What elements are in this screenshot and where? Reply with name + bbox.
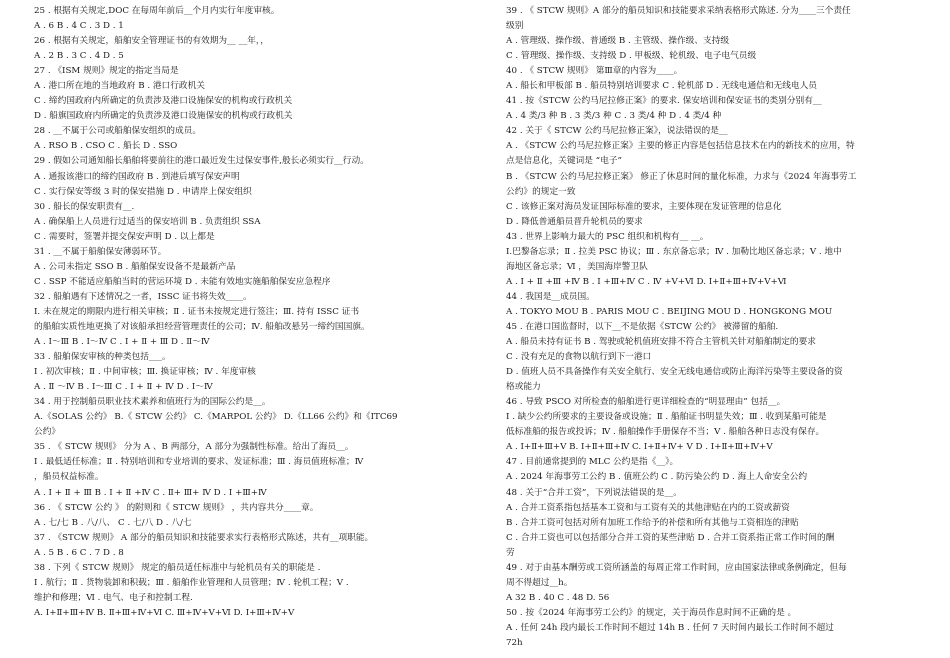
- text-line: 39 . 《 STCW 规则》A 部分的船员知识和技能要求采纳表格形式陈述. 分为____三个责任: [506, 6, 851, 16]
- text-line: C . 合并工资也可以包括部分合并工资的某些津贴 D . 合并工资系指正常工作时间的酬: [506, 532, 835, 543]
- text-line: 29 . 假如公司通知船长船舶将要前往的港口最近发生过保安事件,般长必须实行__行动。: [34, 156, 369, 167]
- text-line: C . 实行保安等级 3 时的保安措施 D . 申请岸上保安组织: [34, 186, 252, 197]
- text-line: A . 船长和甲板部 B . 船员特别培训要求 C . 轮机部 D . 无线电通信和无线电人员: [506, 81, 817, 92]
- text-line: 30 . 船长的保安职责有__.: [34, 201, 135, 212]
- text-line: Ⅰ. 未在规定的期限内进行相关审核；Ⅱ . 证书未按规定进行签注；Ⅲ. 持有 ISSC 证书: [34, 306, 360, 317]
- text-line: 49 . 对于由基本酬劳或工资所涵盖的每周正常工作时间，应由国家法律或条例确定，但每: [506, 562, 847, 573]
- text-line: A . 《STCW 公约马尼拉修正案》主要的修正内容是包括信息技术在内的新技术的应用，特: [506, 141, 855, 152]
- text-line: 低标准船的报告或投诉；Ⅳ . 船舶操作手册保存不当；Ⅴ . 船舶各种日志没有保存。: [506, 427, 825, 438]
- text-line: A . 管理级、操作级、普通级 B . 主管级、操作级、支持级: [506, 36, 730, 47]
- text-line: 31 . __不属于船舶保安薄弱环节。: [34, 246, 167, 257]
- text-line: 32 . 船舶遇有下述情况之一者，ISSC 证书将失效____。: [34, 291, 252, 302]
- text-line: 公约》: [34, 427, 61, 438]
- text-line: 38 . 下列《 STCW 规则》 规定的船员适任标准中与轮机员有关的职能是 .: [34, 562, 321, 573]
- text-line: 50 . 按《2024 年海事劳工公约》的规定，关于海员作息时间不正确的是 。: [506, 607, 797, 618]
- text-line: 42 . 关于《 STCW 公约马尼拉修正案》，说法错误的是__: [506, 126, 728, 137]
- text-line: 28 . __不属于公司或船舶保安组织的成员。: [34, 126, 202, 137]
- text-line: 72h: [506, 637, 523, 648]
- text-line: A . 公司未指定 SSO B . 船舶保安设备不是最新产品: [34, 261, 236, 272]
- text-line: 33 . 船舶保安审核的种类包括___。: [34, 352, 171, 363]
- text-line: 周不得超过__h。: [506, 577, 573, 588]
- text-line: 40 . 《 STCW 规则》 第Ⅲ章的内容为____。: [506, 66, 683, 77]
- text-line: C . SSP 不能适应船舶当时的营运环境 D . 未能有效地实施船舶保安应急程序: [34, 276, 331, 287]
- text-line: B . 合并工资可包括对所有加班工作给予的补偿和所有其他与工资相连的津贴: [506, 517, 799, 528]
- text-line: A.《SOLAS 公约》 B.《 STCW 公约》 C.《MARPOL 公约》 D.《LL66 公约》和《ITC69: [34, 412, 398, 423]
- text-line: A . 船员未持有证书 B . 驾驶或轮机值班安排不符合主管机关针对船舶制定的要求: [506, 337, 816, 348]
- text-line: 36 . 《 STCW 公约 》 的附则和《 STCW 规则》 ，共内容共分____章。: [34, 502, 319, 513]
- text-line: 维护和修理；Ⅵ . 电气、电子和控制工程.: [34, 592, 193, 603]
- text-line: 48 . 关于“合并工资”，下列说法错误的是__。: [506, 487, 682, 498]
- text-line: 44 . 我国是__成员国。: [506, 291, 595, 302]
- text-line: A . RSO B . CSO C . 船长 D . SSO: [34, 141, 178, 152]
- text-line: D . 值班人员不具备操作有关安全航行、安全无线电通信或防止海洋污染等主要设备的资: [506, 367, 843, 378]
- text-line: A. Ⅰ+Ⅱ+Ⅲ+Ⅳ B. Ⅱ+Ⅲ+Ⅳ+Ⅵ C. Ⅲ+Ⅳ+Ⅴ+Ⅵ D. Ⅰ+Ⅲ+Ⅳ+Ⅴ: [34, 607, 295, 618]
- right-column: [506, 4, 918, 651]
- text-line: Ⅰ . 最低适任标准；Ⅱ . 特别培训和专业培训的要求、发证标准；Ⅲ . 海员值班标准；Ⅳ: [34, 457, 364, 468]
- text-line: C . 没有充足的食物以航行到下一港口: [506, 352, 652, 363]
- text-line: A . 2 B . 3 C . 4 D . 5: [34, 51, 124, 62]
- text-line: 的船舶实质性地更换了对该船承担经营管理责任的公司；Ⅳ. 船舶改悬另一缔约国国旗。: [34, 321, 370, 332]
- left-column: [34, 4, 454, 621]
- text-line: A . Ⅰ + Ⅱ +Ⅲ +Ⅳ B . Ⅰ +Ⅲ+Ⅳ C . Ⅳ +Ⅴ+Ⅵ D. Ⅰ+Ⅱ+Ⅲ+Ⅳ+Ⅴ+Ⅵ: [506, 276, 787, 287]
- text-line: A . 七/七 B . 八/八、 C . 七/八 D . 八/七: [34, 517, 192, 528]
- text-line: Ⅰ.巴黎备忘录；Ⅱ . 拉美 PSC 协议；Ⅲ . 东京备忘录；Ⅳ . 加勒比地区备忘录；Ⅴ . 地中: [506, 246, 842, 257]
- text-line: B . 《STCW 公约马尼拉修正案》 修正了休息时间的量化标准，力求与《2024 年海事劳工: [506, 171, 857, 182]
- text-line: 43 . 世界上影响力最大的 PSC 组织和机构有__ __。: [506, 231, 709, 242]
- text-line: 34 . 用于控制船员职业技术素养和值班行为的国际公约是__。: [34, 397, 271, 408]
- text-line: A . 6 B . 4 C . 3 D . 1: [34, 21, 124, 32]
- text-line: Ⅰ . 初次审核；Ⅱ . 中间审核；Ⅲ. 换证审核；Ⅳ . 年度审核: [34, 367, 256, 378]
- text-line: C . 管理级、操作级、支持级 D . 甲板级、轮机级、电子电气员级: [506, 51, 757, 62]
- text-line: A . 确保船上人员进行过适当的保安培训 B . 负责组织 SSA: [34, 216, 261, 227]
- text-line: A . Ⅱ ～Ⅳ B . Ⅰ～Ⅲ C . Ⅰ + Ⅱ + Ⅳ D . Ⅰ～Ⅳ: [34, 382, 213, 393]
- text-line: A . Ⅰ～Ⅲ B . Ⅰ～Ⅳ C . Ⅰ + Ⅱ + Ⅲ D . Ⅱ～Ⅳ: [34, 337, 210, 348]
- text-line: A . 港口所在地的当地政府 B . 港口行政机关: [34, 81, 205, 92]
- text-line: 47 . 目前通常提到的 MLC 公约是指《__》。: [506, 457, 679, 468]
- text-line: 35 . 《 STCW 规则》 分为 A 、B 两部分，A 部分为强制性标准。给出了海员__。: [34, 442, 354, 453]
- text-line: D . 降低普通船员晋升轮机员的要求: [506, 216, 643, 227]
- text-line: A 32 B . 40 C . 48 D. 56: [506, 592, 610, 603]
- text-line: 点是信息化，关键词是 “电子”: [506, 156, 622, 167]
- text-line: 格或能力: [506, 382, 541, 393]
- text-line: 37 . 《STCW 规则》 A 部分的船员知识和技能要求实行表格形式陈述，共有__项职能。: [34, 532, 374, 543]
- text-line: 41 . 按《STCW 公约马尼拉修正案》的要求. 保安培训和保安证书的类别分别有__: [506, 96, 822, 107]
- text-line: A . Ⅰ+Ⅱ+Ⅲ+Ⅴ B. Ⅰ+Ⅱ+Ⅲ+Ⅳ C. Ⅰ+Ⅱ+Ⅳ+ Ⅴ D . Ⅰ+Ⅱ+Ⅲ+Ⅳ+Ⅴ: [506, 442, 773, 453]
- text-line: A . 任何 24h 段内最长工作时间不超过 14h B . 任何 7 天时间内最长工作时间不超过: [506, 622, 834, 633]
- text-line: 公约》的规定一致: [506, 186, 576, 197]
- text-line: A . 4 类/3 种 B . 3 类/3 种 C . 3 类/4 种 D . 4 类/4 种: [506, 111, 722, 122]
- text-line: A . 合并工资系指包括基本工资和与工资有关的其他津贴在内的工资或薪资: [506, 502, 790, 513]
- text-line: 45 . 在港口国监督时，以下__不是依据《STCW 公约》 被滞留的船舶.: [506, 321, 779, 332]
- text-line: 25 . 根据有关规定,DOC 在每周年前后__个月内实行年度审核。: [34, 6, 280, 16]
- text-line: A . Ⅰ + Ⅱ + Ⅲ B . Ⅰ + Ⅱ +Ⅳ C . Ⅱ+ Ⅲ+ Ⅳ D . Ⅰ +Ⅲ+Ⅳ: [34, 487, 267, 498]
- text-line: ，船员权益标准。: [34, 472, 104, 483]
- text-line: A . 通报该港口的缔约国政府 B . 到港后填写保安声明: [34, 171, 240, 182]
- text-line: A . 2024 年海事劳工公约 B . 值班公约 C . 防污染公约 D . 海上人命安全公约: [506, 472, 808, 483]
- text-line: 海地区备忘录；Ⅵ ，美国海岸警卫队: [506, 261, 648, 272]
- text-line: 级别: [506, 21, 524, 32]
- text-line: Ⅰ . 航行；Ⅱ . 货物装卸和积载；Ⅲ . 船舶作业管理和人员管理；Ⅳ . 轮机工程；Ⅴ .: [34, 577, 349, 588]
- text-line: A . 5 B . 6 C . 7 D . 8: [34, 547, 124, 558]
- text-line: C . 需要时，签署并提交保安声明 D . 以上都是: [34, 231, 215, 242]
- text-line: 劳: [506, 547, 515, 558]
- text-line: Ⅰ . 缺少公约所要求的主要设备或设施；Ⅱ . 船舶证书明显失效；Ⅲ . 收到某船可能是: [506, 412, 827, 423]
- text-line: C . 缔约国政府内所确定的负责涉及港口设施保安的机构或行政机关: [34, 96, 293, 107]
- text-line: 27 . 《ISM 规则》规定的指定当局是: [34, 66, 179, 77]
- text-line: 26 . 根据有关规定，船舶安全管理证书的有效期为__ __年，，: [34, 36, 269, 47]
- text-line: 46 . 导致 PSCO 对所检查的船舶进行更详细检查的“明显理由” 包括__。: [506, 397, 786, 408]
- text-line: C . 该修正案对海员发证国际标准的要求，主要体现在发证管理的信息化: [506, 201, 782, 212]
- text-line: D . 船旗国政府内所确定的负责涉及港口设施保安的机构或行政机关: [34, 111, 293, 122]
- text-line: A . TOKYO MOU B . PARIS MOU C . BEIJING MOU D . HONGKONG MOU: [506, 306, 833, 317]
